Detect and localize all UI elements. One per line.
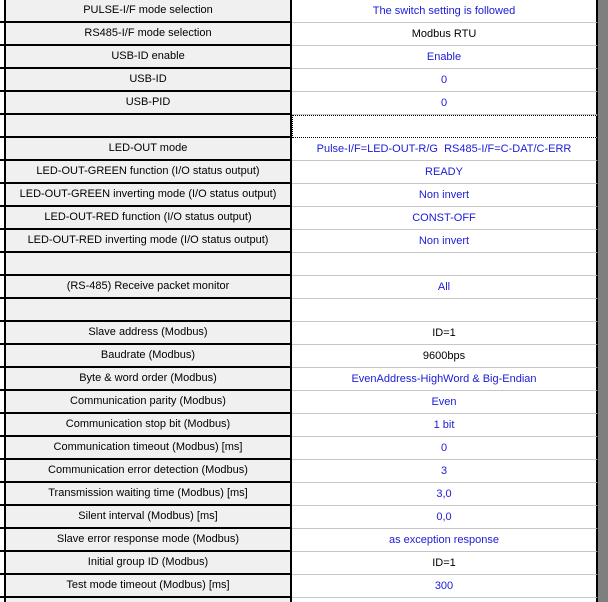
window-edge: [598, 299, 608, 322]
window-edge: [598, 460, 608, 483]
table-row: [0, 322, 608, 345]
setting-value-focused[interactable]: [292, 115, 598, 138]
window-edge: [598, 483, 608, 506]
setting-label: LED-OUT-GREEN inverting mode (I/O status output): [4, 184, 292, 207]
setting-label: [4, 299, 292, 322]
setting-value[interactable]: 0: [292, 69, 598, 92]
window-edge: [598, 437, 608, 460]
window-edge: [598, 92, 608, 115]
window-edge: [598, 575, 608, 598]
table-row: [0, 552, 608, 575]
table-row: [0, 46, 608, 69]
setting-label: USB-ID: [4, 69, 292, 92]
setting-label: Silent interval (Modbus) [ms]: [4, 506, 292, 529]
table-row: [0, 115, 608, 138]
setting-value[interactable]: 300: [292, 575, 598, 598]
table-row: [0, 437, 608, 460]
setting-value[interactable]: [292, 299, 598, 322]
setting-value[interactable]: Non invert: [292, 230, 598, 253]
setting-value[interactable]: [292, 253, 598, 276]
window-edge: [598, 414, 608, 437]
table-row: [0, 0, 608, 23]
window-edge: [598, 0, 608, 23]
window-edge: [598, 115, 608, 138]
setting-label: Byte & word order (Modbus): [4, 368, 292, 391]
setting-label: LED-OUT-RED function (I/O status output): [4, 207, 292, 230]
setting-label: Transmission waiting time (Modbus) [ms]: [4, 483, 292, 506]
setting-label: Slave address (Modbus): [4, 322, 292, 345]
table-row: [0, 92, 608, 115]
setting-label: Communication parity (Modbus): [4, 391, 292, 414]
setting-value[interactable]: The switch setting is followed: [292, 0, 598, 23]
table-row: [0, 161, 608, 184]
setting-label: Slave error response mode (Modbus): [4, 529, 292, 552]
setting-label: [4, 115, 292, 138]
setting-label: LED-OUT-GREEN function (I/O status output): [4, 161, 292, 184]
setting-value[interactable]: Pulse-I/F=LED-OUT-R/G RS485-I/F=C-DAT/C-ERR: [292, 138, 598, 161]
setting-value[interactable]: 0: [292, 437, 598, 460]
window-edge: [598, 207, 608, 230]
setting-label: USB-ID enable: [4, 46, 292, 69]
setting-label: Baudrate (Modbus): [4, 345, 292, 368]
window-edge: [598, 391, 608, 414]
table-row: [0, 529, 608, 552]
setting-value[interactable]: 9600bps: [292, 345, 598, 368]
setting-value[interactable]: Modbus RTU: [292, 23, 598, 46]
setting-value[interactable]: [292, 598, 598, 602]
window-edge: [598, 345, 608, 368]
table-row: [0, 276, 608, 299]
window-edge: [598, 69, 608, 92]
setting-label: RS485-I/F mode selection: [4, 23, 292, 46]
table-row: [0, 414, 608, 437]
table-row: [0, 575, 608, 598]
setting-label: Communication error detection (Modbus): [4, 460, 292, 483]
setting-label: (RS-485) Receive packet monitor: [4, 276, 292, 299]
table-row: [0, 23, 608, 46]
setting-label: LED-OUT-RED inverting mode (I/O status output): [4, 230, 292, 253]
window-edge: [598, 230, 608, 253]
window-edge: [598, 184, 608, 207]
table-row: [0, 598, 608, 602]
setting-value[interactable]: ID=1: [292, 322, 598, 345]
setting-label: Communication timeout (Modbus) [ms]: [4, 437, 292, 460]
table-row: [0, 69, 608, 92]
table-row: [0, 207, 608, 230]
setting-value[interactable]: Enable: [292, 46, 598, 69]
setting-value[interactable]: All: [292, 276, 598, 299]
setting-value[interactable]: 0,0: [292, 506, 598, 529]
setting-label: Test mode timeout (Modbus) [ms]: [4, 575, 292, 598]
window-edge: [598, 253, 608, 276]
setting-value[interactable]: 3: [292, 460, 598, 483]
setting-value[interactable]: Non invert: [292, 184, 598, 207]
table-row: [0, 506, 608, 529]
setting-value[interactable]: as exception response: [292, 529, 598, 552]
table-row: [0, 368, 608, 391]
window-edge: [598, 598, 608, 602]
setting-value[interactable]: 1 bit: [292, 414, 598, 437]
table-row: [0, 299, 608, 322]
setting-value[interactable]: 3,0: [292, 483, 598, 506]
table-row: [0, 460, 608, 483]
table-row: [0, 345, 608, 368]
window-edge: [598, 23, 608, 46]
setting-value[interactable]: 0: [292, 92, 598, 115]
table-row: [0, 138, 608, 161]
setting-label: Communication stop bit (Modbus): [4, 414, 292, 437]
setting-label: LED-OUT mode: [4, 138, 292, 161]
table-row: [0, 253, 608, 276]
table-row: [0, 184, 608, 207]
table-row: [0, 230, 608, 253]
setting-label: Initial group ID (Modbus): [4, 552, 292, 575]
setting-value[interactable]: READY: [292, 161, 598, 184]
setting-label: [4, 598, 292, 602]
window-edge: [598, 138, 608, 161]
window-edge: [598, 322, 608, 345]
setting-label: PULSE-I/F mode selection: [4, 0, 292, 23]
table-row: [0, 391, 608, 414]
setting-label: USB-PID: [4, 92, 292, 115]
window-edge: [598, 552, 608, 575]
setting-value[interactable]: Even: [292, 391, 598, 414]
window-edge: [598, 368, 608, 391]
window-edge: [598, 506, 608, 529]
setting-value[interactable]: ID=1: [292, 552, 598, 575]
setting-value[interactable]: EvenAddress-HighWord & Big-Endian: [292, 368, 598, 391]
window-edge: [598, 161, 608, 184]
setting-label: [4, 253, 292, 276]
window-edge: [598, 276, 608, 299]
window-edge: [598, 46, 608, 69]
setting-value[interactable]: CONST-OFF: [292, 207, 598, 230]
table-row: [0, 483, 608, 506]
window-edge: [598, 529, 608, 552]
